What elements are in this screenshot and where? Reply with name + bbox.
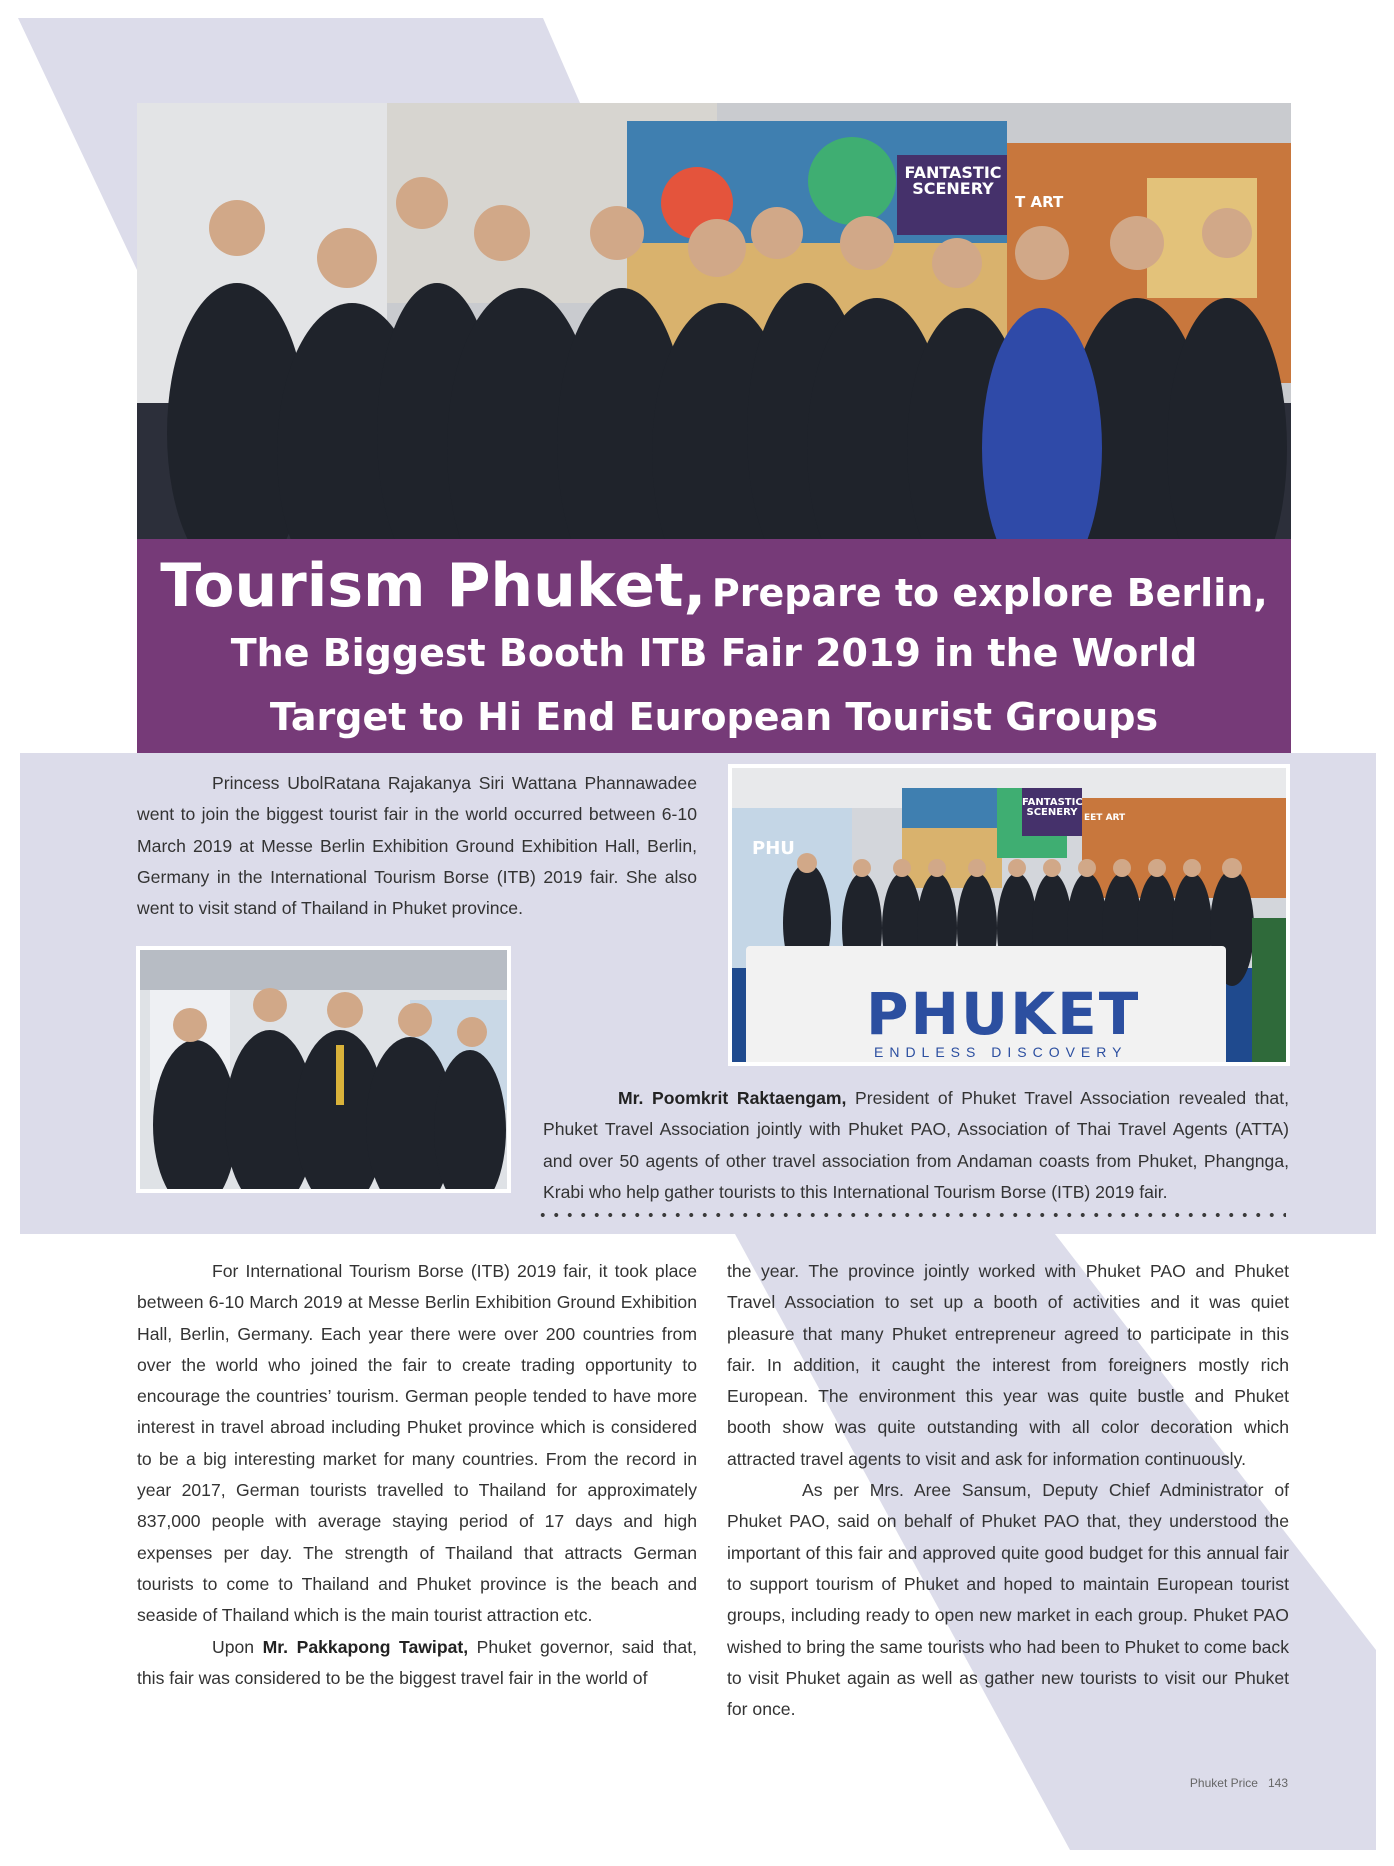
right-column <box>727 1256 1289 1725</box>
booth-banner: FANTASTIC SCENERY <box>1022 797 1083 818</box>
headline-main: Tourism Phuket, <box>160 551 707 621</box>
phuket-booth-photo <box>728 764 1290 1066</box>
booth-banner-tail: EET ART <box>1084 813 1126 823</box>
headline-main-rest: Prepare to explore Berlin, <box>711 571 1268 615</box>
headline-line-3: Target to Hi End European Tourist Groups <box>269 695 1159 739</box>
poomkrit-text: President of Phuket Travel Association revealed that, Phuket Travel Association jointly with Phuket PAO, Association of Thai Travel Agents (ATTA) and over 50 agents of other travel association from Andaman coasts from Phuket, Phangnga, Krabi who help gather tourists to this International Tourism Borse (ITB) 2019 fair. <box>543 1088 1289 1202</box>
fantastic-scenery-banner: FANTASTIC SCENERY <box>904 163 1002 198</box>
publication-name: Phuket Price <box>1189 1776 1258 1790</box>
officials-photo <box>136 946 511 1193</box>
intro-text: Princess UbolRatana Rajakanya Siri Wattana Phannawadee went to join the biggest tourist fair in the world occurred between 6-10 March 2019 at Messe Berlin Exhibition Ground Exhibition Hall, Berlin, Germany in the International Tourism Borse (ITB) 2019 fair. She also went to visit stand of Thailand in Phuket province. <box>137 773 697 919</box>
headline-line-1 <box>137 551 1291 621</box>
page-number: 143 <box>1267 1776 1288 1790</box>
governor-pre: Upon <box>212 1636 263 1657</box>
phuket-sign-tagline: ENDLESS DISCOVERY <box>874 1044 1128 1060</box>
governor-name: Mr. Pakkapong Tawipat, <box>262 1636 469 1657</box>
wall-text: PHU <box>752 838 795 859</box>
right-paragraph-1: the year. The province jointly worked with Phuket PAO and Phuket Travel Association to set up a booth of activities and it was quiet pleasure that many Phuket entrepreneur agreed to participate in this fair. In addition, it caught the interest from foreigners mostly rich European. The environment this year was quite bustle and Phuket booth show was quite outstanding with all color decoration which attracted travel agents to visit and ask for information continuously. <box>727 1261 1289 1469</box>
governor-post: Phuket governor, said that, this fair was considered to be the biggest travel fair in the world of <box>137 1636 697 1688</box>
left-paragraph-2 <box>137 1632 697 1695</box>
poomkrit-paragraph <box>543 1083 1289 1208</box>
page-footer <box>1180 1776 1288 1790</box>
left-paragraph-1: For International Tourism Borse (ITB) 2019 fair, it took place between 6-10 March 2019 at Messe Berlin Exhibition Ground Exhibition Hall, Berlin, Germany. Each year there were over 200 countries from over the world who joined the fair to create trading opportunity to encourage the countries’ tourism. German people tended to have more interest in travel abroad including Phuket province which is considered to be a big interesting market for many countries. From the record in year 2017, German tourists travelled to Thailand for approximately 837,000 people with average staying period of 17 days and high expenses per day. The strength of Thailand that attracts German tourists to come to Thailand and Phuket province is the beach and seaside of Thailand which is the main tourist attraction etc. <box>137 1261 697 1626</box>
phuket-sign <box>746 946 1226 1066</box>
intro-paragraph <box>137 768 697 924</box>
banner-tail-text: T ART <box>1015 193 1064 211</box>
title-band <box>137 539 1291 753</box>
hero-group-photo <box>137 103 1291 539</box>
right-paragraph-2: As per Mrs. Aree Sansum, Deputy Chief Administrator of Phuket PAO, said on behalf of Phuket PAO that, they understood the important of this fair and approved quite good budget for this annual fair to support tourism of Phuket and hoped to maintain European tourist groups, including ready to open new market in each group. Phuket PAO wished to bring the same tourists who had been to Phuket to come back to visit Phuket again as well as gather new tourists to visit our Phuket for once. <box>727 1480 1289 1720</box>
phuket-sign-word: PHUKET <box>866 980 1141 1048</box>
left-column <box>137 1256 697 1694</box>
headline-line-2: The Biggest Booth ITB Fair 2019 in the World <box>230 631 1198 675</box>
dotted-divider <box>536 1210 1286 1220</box>
poomkrit-name: Mr. Poomkrit Raktaengam, <box>618 1088 847 1108</box>
